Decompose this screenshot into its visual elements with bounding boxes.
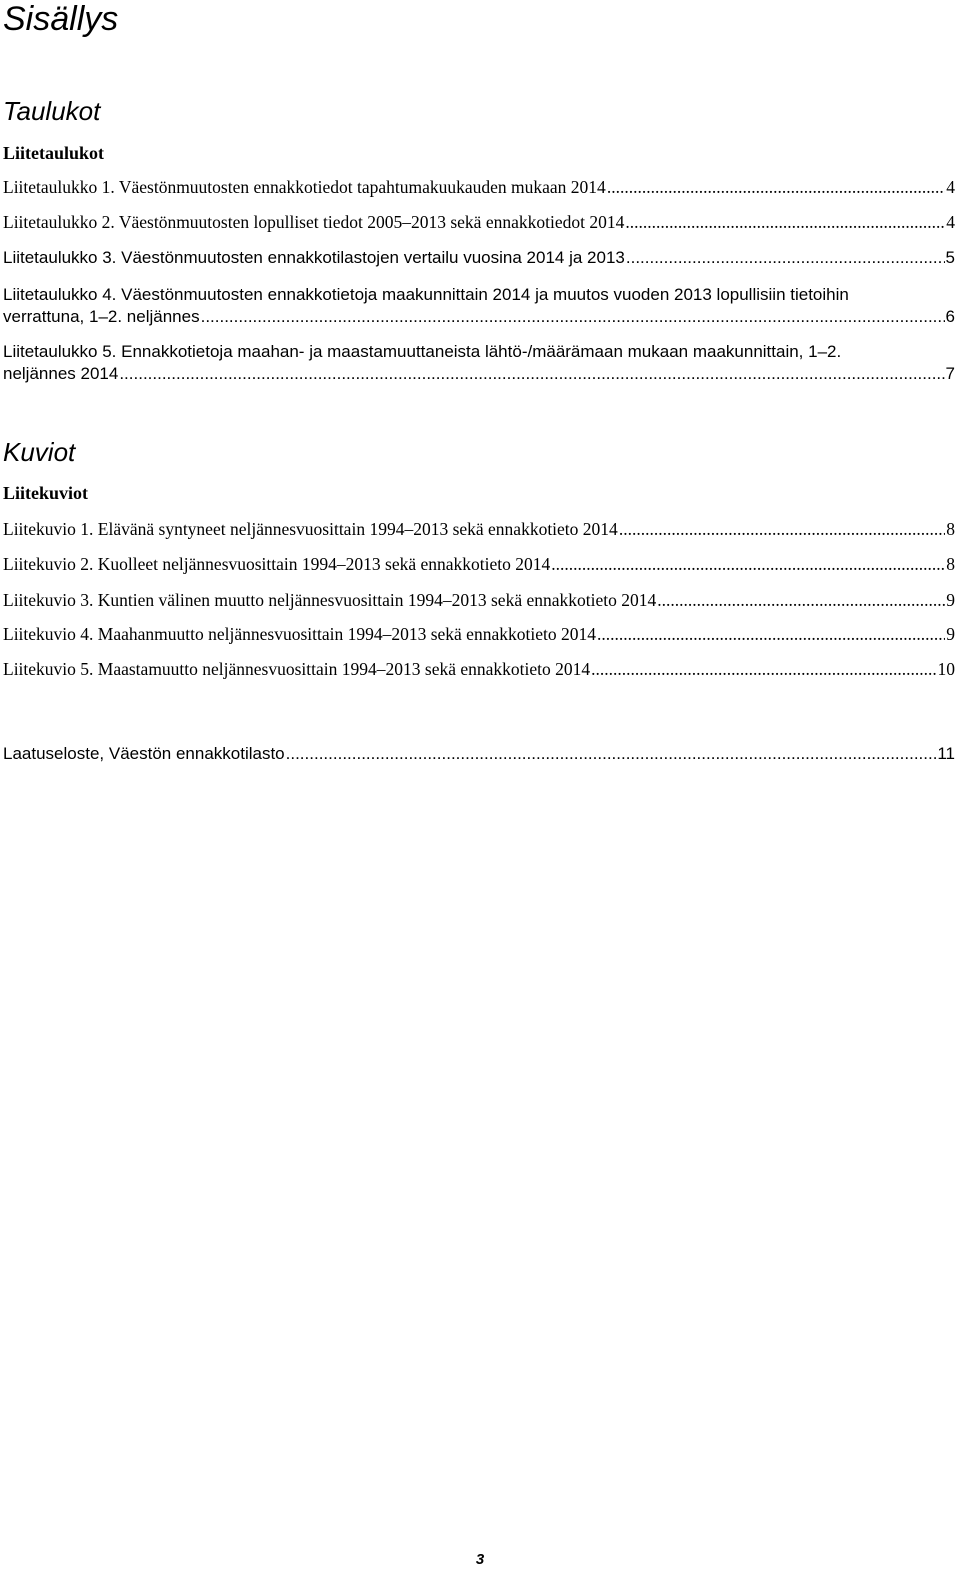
toc-entry-page: 9 xyxy=(946,624,955,644)
toc-entry-table-2[interactable] xyxy=(3,211,955,233)
toc-entry-table-1[interactable] xyxy=(3,176,955,198)
toc-entry-page: 7 xyxy=(945,364,955,383)
page-number: 3 xyxy=(475,1551,485,1568)
toc-entry-label: Liitetaulukko 3. Väestönmuutosten ennakkotilastojen vertailu vuosina 2014 ja 2013 xyxy=(3,248,625,267)
toc-entry-label: Laatuseloste, Väestön ennakkotilasto xyxy=(3,744,285,763)
dot-leader xyxy=(597,623,945,645)
toc-entry-page: 8 xyxy=(946,554,955,574)
toc-entry-page: 4 xyxy=(946,177,955,197)
toc-entry-page: 4 xyxy=(946,212,955,232)
toc-entry-figure-1[interactable] xyxy=(3,518,955,540)
toc-entry-page: 11 xyxy=(937,744,955,763)
page-title: Sisällys xyxy=(3,0,119,38)
toc-entry-label: Liitetaulukko 2. Väestönmuutosten lopulliset tiedot 2005–2013 sekä ennakkotiedot 2014 xyxy=(3,212,625,232)
dot-leader xyxy=(591,658,936,680)
toc-entry-page: 8 xyxy=(946,519,955,539)
toc-entry-page: 10 xyxy=(937,659,955,679)
toc-entry-label: Liitekuvio 2. Kuolleet neljännesvuosittain 1994–2013 sekä ennakkotieto 2014 xyxy=(3,554,551,574)
toc-entry-page: 5 xyxy=(945,248,955,267)
tables-heading: Taulukot xyxy=(3,96,101,126)
dot-leader xyxy=(286,743,937,765)
toc-entry-label-line1: Liitetaulukko 5. Ennakkotietoja maahan- ja maastamuuttaneista lähtö-/määrämaan mukaan maakunnittain, 1–2. xyxy=(3,342,842,361)
toc-entry-figure-3[interactable] xyxy=(3,589,955,611)
tables-subheading: Liitetaulukot xyxy=(3,143,105,163)
toc-entry-label: Liitekuvio 5. Maastamuutto neljännesvuosittain 1994–2013 sekä ennakkotieto 2014 xyxy=(3,659,591,679)
toc-entry-label: Liitekuvio 1. Elävänä syntyneet neljännesvuosittain 1994–2013 sekä ennakkotieto 2014 xyxy=(3,519,618,539)
toc-entry-table-5[interactable] xyxy=(3,341,955,385)
dot-leader xyxy=(607,176,945,198)
toc-entry-figure-4[interactable] xyxy=(3,623,955,645)
dot-leader xyxy=(201,306,945,328)
toc-entry-page: 6 xyxy=(945,307,955,326)
toc-entry-label: neljännes 2014 xyxy=(3,364,119,383)
toc-entry-label: Liitekuvio 3. Kuntien välinen muutto neljännesvuosittain 1994–2013 sekä ennakkotieto 2014 xyxy=(3,590,657,610)
toc-entry-figure-2[interactable] xyxy=(3,553,955,575)
toc-entry-label-line1: Liitetaulukko 4. Väestönmuutosten ennakkotietoja maakunnittain 2014 ja muutos vuoden 2013 lopullisiin tietoihin xyxy=(3,285,849,304)
dot-leader xyxy=(551,553,945,575)
toc-entry-figure-5[interactable] xyxy=(3,658,955,680)
toc-entry-page: 9 xyxy=(946,590,955,610)
dot-leader xyxy=(625,211,945,233)
figures-heading: Kuviot xyxy=(3,437,76,467)
toc-entry-label: Liitetaulukko 1. Väestönmuutosten ennakkotiedot tapahtumakuukauden mukaan 2014 xyxy=(3,177,606,197)
toc-entry-quality-report[interactable] xyxy=(3,743,955,765)
dot-leader xyxy=(626,247,945,269)
dot-leader xyxy=(657,589,945,611)
toc-entry-table-3[interactable] xyxy=(3,247,955,269)
toc-entry-label: verrattuna, 1–2. neljännes xyxy=(3,307,200,326)
dot-leader xyxy=(119,363,944,385)
dot-leader xyxy=(619,518,945,540)
toc-entry-label: Liitekuvio 4. Maahanmuutto neljännesvuosittain 1994–2013 sekä ennakkotieto 2014 xyxy=(3,624,596,644)
figures-subheading: Liitekuviot xyxy=(3,483,89,503)
toc-entry-table-4[interactable] xyxy=(3,284,955,328)
